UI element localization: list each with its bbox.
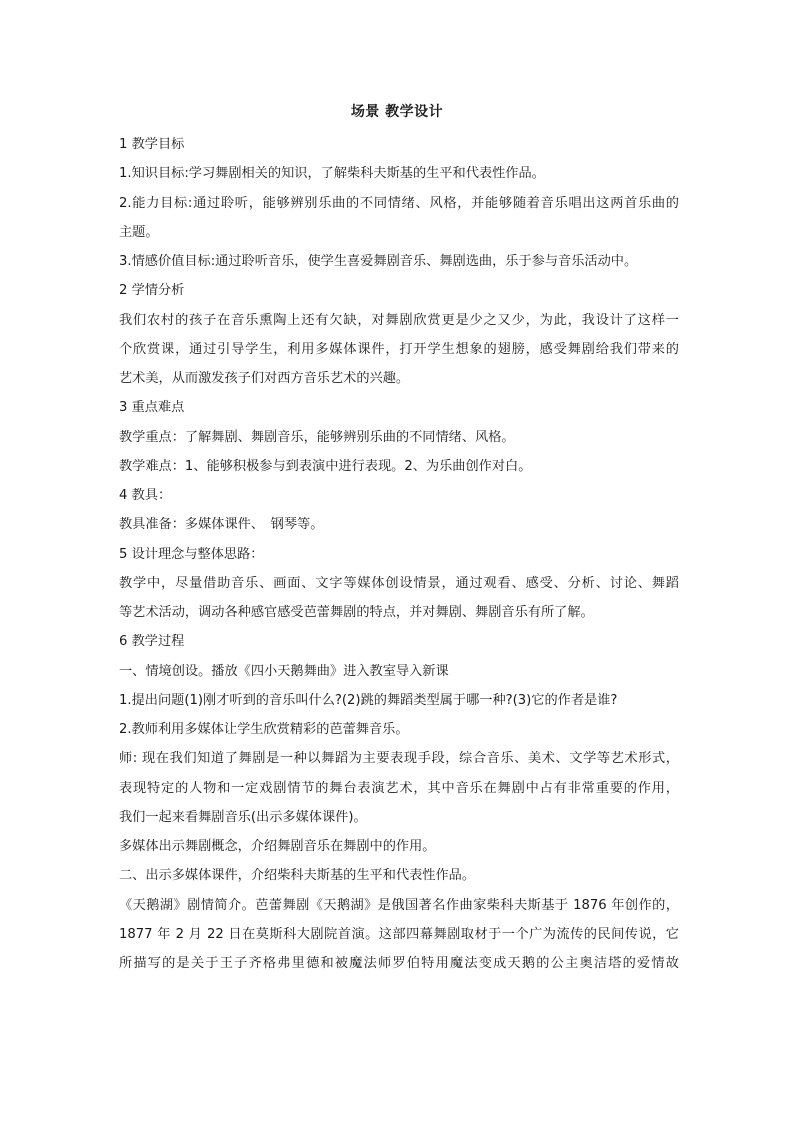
text-line: 1877 年 2 月 22 日在莫斯科大剧院首演。这部四幕舞剧取材于一个广为流传的民间传说，它: [119, 926, 679, 942]
text-line: 所描写的是关于王子齐格弗里德和被魔法师罗伯特用魔法变成天鹅的公主奥洁塔的爱情故: [119, 956, 679, 971]
text-line: 2.教师利用多媒体让学生欣赏精彩的芭蕾舞音乐。: [119, 722, 409, 737]
text-line: 1.知识目标:学习舞剧相关的知识，了解柴科夫斯基的生平和代表性作品。: [119, 166, 545, 182]
text-line: 教学中，尽量借助音乐、画面、文字等媒体创设情景，通过观看、感受、分析、讨论、舞蹈: [119, 575, 679, 591]
text-line: 二、出示多媒体课件，介绍柴科夫斯基的生平和代表性作品。: [119, 868, 476, 884]
text-line: 等艺术活动，调动各种感官感受芭蕾舞剧的特点，并对舞剧、舞剧音乐有所了解。: [119, 605, 594, 620]
text-line: 我们农村的孩子在音乐熏陶上还有欠缺，对舞剧欣赏更是少之又少，为此，我设计了这样一: [119, 312, 679, 328]
text-line: 1 教学目标: [119, 137, 185, 152]
text-line: 多媒体出示舞剧概念，介绍舞剧音乐在舞剧中的作用。: [119, 839, 436, 854]
text-line: 教学重点：了解舞剧、舞剧音乐，能够辨别乐曲的不同情绪、风格。: [119, 429, 515, 445]
text-line: 3.情感价值目标:通过聆听音乐，使学生喜爱舞剧音乐、舞剧选曲，乐于参与音乐活动中。: [119, 254, 638, 269]
text-line: 5 设计理念与整体思路：: [119, 546, 264, 562]
text-line: 一、情境创设。播放《四小天鹅舞曲》进入教室导入新课: [119, 663, 449, 679]
text-line: 教学难点：1、能够积极参与到表演中进行表现。2、为乐曲创作对白。: [119, 458, 532, 474]
text-line: 师: 现在我们知道了舞剧是一种以舞蹈为主要表现手段，综合音乐、美术、文学等艺术形式，: [119, 751, 679, 767]
document-body: [119, 130, 679, 978]
text-line: 6 教学过程: [119, 634, 185, 650]
text-line: 主题。: [119, 224, 159, 240]
text-line: 教具准备：多媒体课件、 钢琴等。: [119, 517, 324, 533]
text-line: 我们一起来看舞剧音乐(出示多媒体课件)。: [119, 809, 367, 825]
text-line: 2.能力目标:通过聆听，能够辨别乐曲的不同情绪、风格，并能够随着音乐唱出这两首乐曲的: [119, 195, 679, 211]
text-line: 1.提出问题(1)刚才听到的音乐叫什么?(2)跳的舞蹈类型属于哪一种?(3)它的作者是谁?: [119, 692, 618, 708]
text-line: 表现特定的人物和一定戏剧情节的舞台表演艺术，其中音乐在舞剧中占有非常重要的作用，: [119, 780, 679, 796]
text-line: 4 教具：: [119, 488, 172, 503]
page-title: 场景 教学设计: [350, 104, 444, 120]
text-line: 艺术美，从而激发孩子们对西方音乐艺术的兴趣。: [119, 371, 410, 386]
text-line: 2 学情分析: [119, 283, 185, 299]
text-line: 个欣赏课，通过引导学生，利用多媒体课件，打开学生想象的翅膀，感受舞剧给我们带来的: [119, 341, 679, 357]
text-line: 《天鹅湖》剧情简介。芭蕾舞剧《天鹅湖》是俄国著名作曲家柴科夫斯基于 1876 年创作的，: [119, 897, 679, 913]
text-line: 3 重点难点: [119, 400, 185, 416]
